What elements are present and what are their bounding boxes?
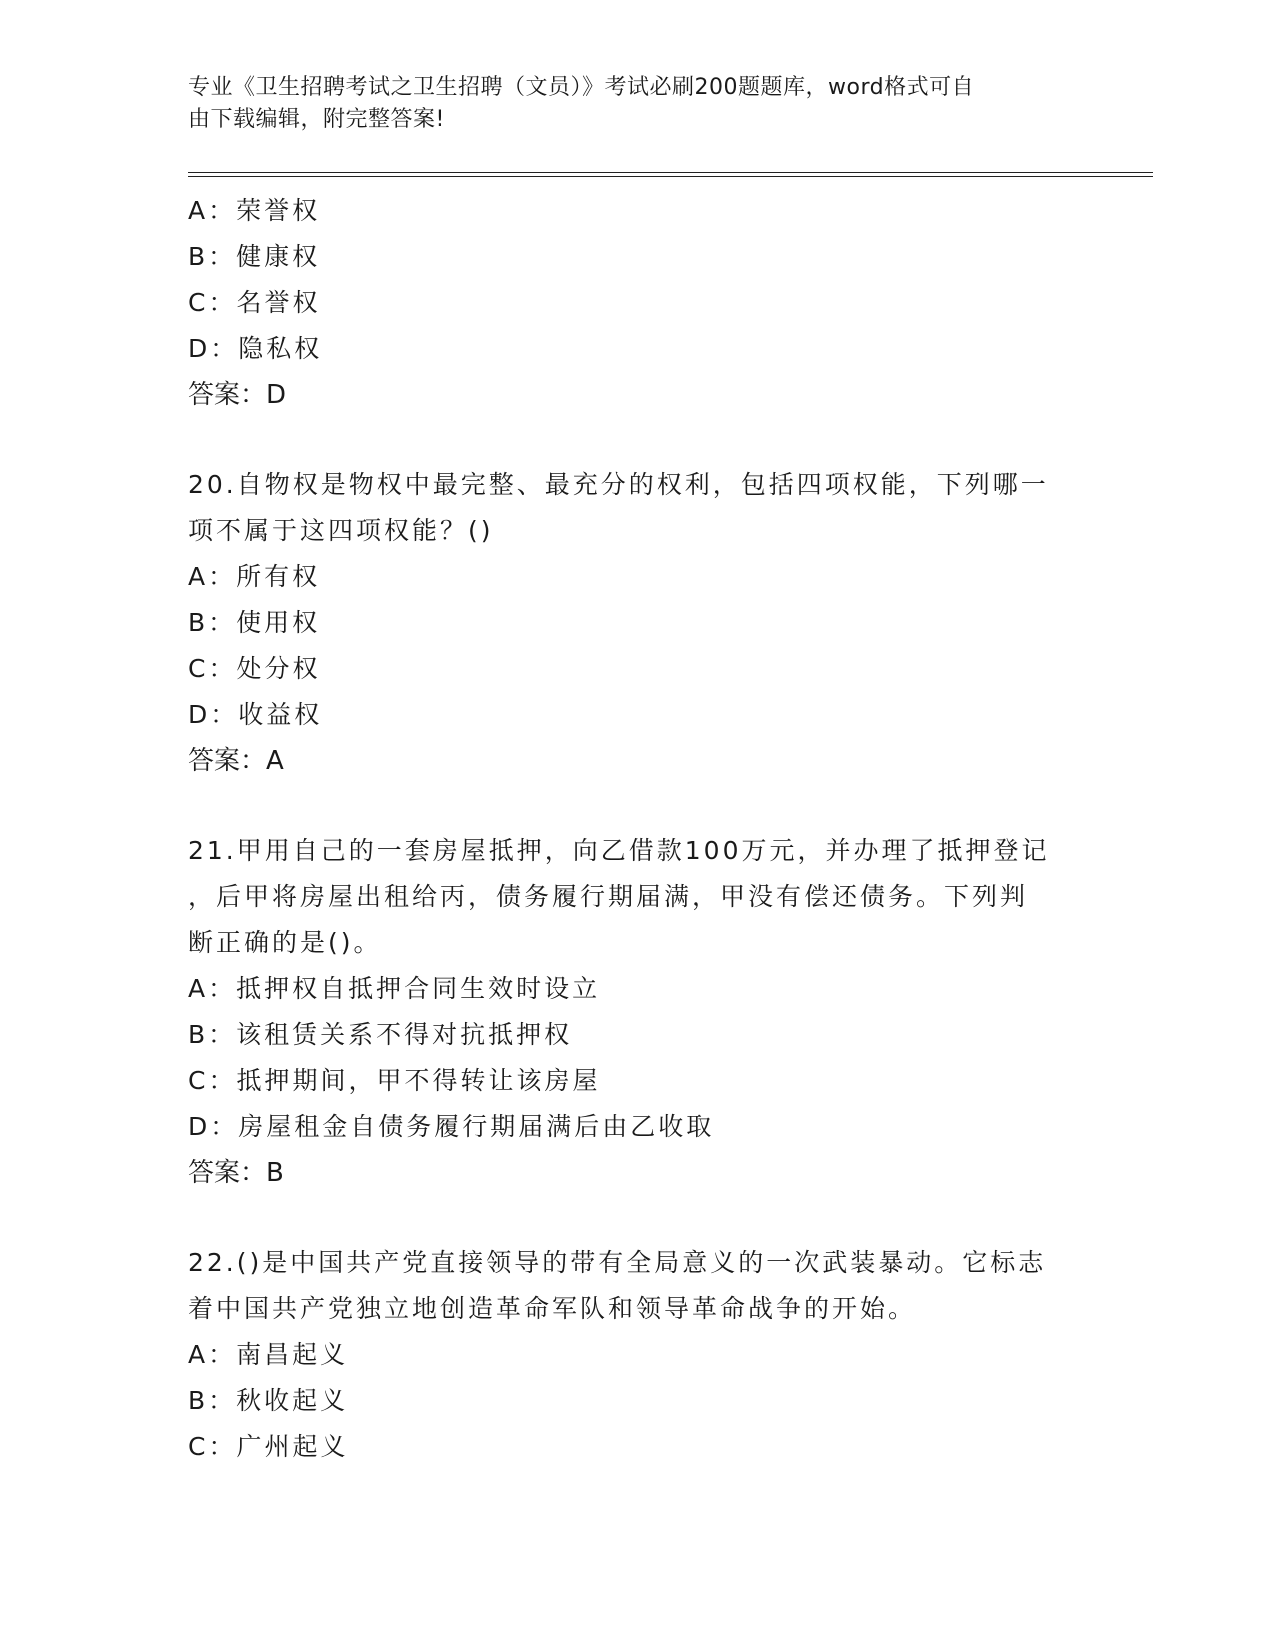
option-d: D：收益权 <box>188 700 323 729</box>
question-text-line: 21.甲用自己的一套房屋抵押，向乙借款100万元，并办理了抵押登记 <box>188 836 1050 865</box>
option-d: D：房屋租金自债务履行期届满后由乙收取 <box>188 1112 715 1141</box>
header-line-2: 由下载编辑，附完整答案! <box>188 107 445 132</box>
option-b: B：健康权 <box>188 242 321 271</box>
question-text-line: 项不属于这四项权能？() <box>188 516 494 545</box>
option-a: A：荣誉权 <box>188 196 321 225</box>
answer-label: 答案： <box>188 1158 267 1188</box>
answer-label: 答案： <box>188 380 267 410</box>
option-a: A：抵押权自抵押合同生效时设立 <box>188 974 601 1003</box>
option-b: B：秋收起义 <box>188 1386 349 1415</box>
header-rule-bottom <box>188 176 1153 177</box>
answer-line <box>188 1150 1188 1196</box>
answer-line <box>188 372 1188 418</box>
answer-key: B <box>266 1158 284 1188</box>
option-a: A：南昌起义 <box>188 1340 349 1369</box>
header-line-1: 专业《卫生招聘考试之卫生招聘（文员）》考试必刷200题题库，word格式可自 <box>188 75 975 100</box>
option-c: C：广州起义 <box>188 1432 349 1461</box>
option-d: D：隐私权 <box>188 334 323 363</box>
option-c: C：抵押期间，甲不得转让该房屋 <box>188 1066 601 1095</box>
question-text-line: 断正确的是()。 <box>188 928 382 957</box>
question-content <box>188 188 1188 1470</box>
document-header <box>188 72 1068 136</box>
option-a: A：所有权 <box>188 562 321 591</box>
question-text-line: 着中国共产党独立地创造革命军队和领导革命战争的开始。 <box>188 1294 917 1323</box>
question-text-line: ，后甲将房屋出租给丙，债务履行期届满，甲没有偿还债务。下列判 <box>188 882 1029 911</box>
answer-key: D <box>266 380 287 410</box>
question-text-line: 22.()是中国共产党直接领导的带有全局意义的一次武装暴动。它标志 <box>188 1248 1047 1277</box>
partial-question <box>188 188 1188 418</box>
header-rule-top <box>188 172 1153 173</box>
question-21 <box>188 828 1188 1196</box>
answer-line <box>188 738 1188 784</box>
option-b: B：该租赁关系不得对抗抵押权 <box>188 1020 573 1049</box>
question-20 <box>188 462 1188 784</box>
answer-key: A <box>266 746 284 776</box>
option-c: C：处分权 <box>188 654 321 683</box>
question-22 <box>188 1240 1188 1470</box>
option-b: B：使用权 <box>188 608 321 637</box>
answer-label: 答案： <box>188 746 267 776</box>
question-text-line: 20.自物权是物权中最完整、最充分的权利，包括四项权能，下列哪一 <box>188 470 1049 499</box>
option-c: C：名誉权 <box>188 288 321 317</box>
